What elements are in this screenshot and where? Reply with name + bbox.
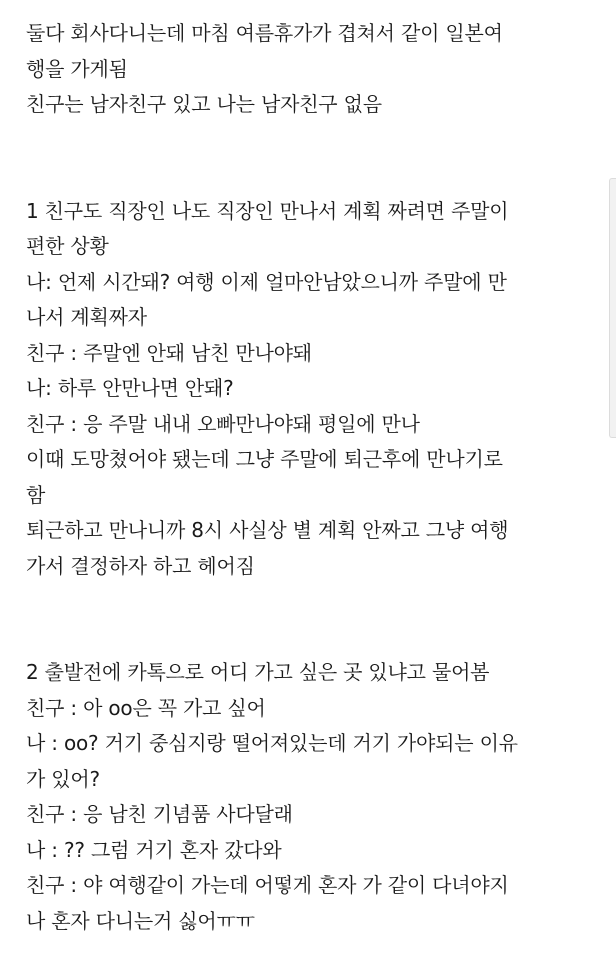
text-line: 친구는 남자친구 있고 나는 남자친구 없음 [26, 92, 382, 116]
text-line: 친구 : 응 남친 기념품 사다달래 [26, 802, 293, 826]
text-line: 친구 : 주말엔 안돼 남친 만나야돼 [26, 340, 312, 365]
text-line: 함 [26, 482, 46, 507]
text-line: 1 친구도 직장인 나도 직장인 만나서 계획 짜려면 주말이 [26, 198, 509, 223]
text-line: 나서 계획짜자 [26, 305, 147, 329]
text-line: 친구 : 응 주말 내내 오빠만나야돼 평일에 만나 [26, 411, 420, 436]
text-line: 나: 언제 시간돼? 여행 이제 얼마안남았으니까 주말에 만 [26, 269, 507, 294]
story-2-paragraph [26, 655, 586, 939]
text-line: 친구 : 아 oo은 꼭 가고 싶어 [26, 695, 266, 720]
story-1-paragraph [26, 194, 586, 585]
text-line: 퇴근하고 만나니까 8시 사실상 별 계획 안짜고 그냥 여행 [26, 518, 509, 542]
intro-paragraph [26, 16, 586, 123]
paragraph-gap [26, 584, 586, 655]
text-line: 나 : oo? 거기 중심지랑 떨어져있는데 거기 가야되는 이유 [26, 731, 518, 755]
text-line: 가서 결정하자 하고 헤어짐 [26, 553, 255, 578]
text-line: 나 혼자 다니는거 싫어ㅠㅠ [26, 908, 255, 933]
text-line: 나: 하루 안만나면 안돼? [26, 376, 234, 400]
text-line: 행을 가게됨 [26, 56, 128, 81]
text-line: 친구 : 야 여행같이 가는데 어떻게 혼자 가 같이 다녀야지 [26, 873, 509, 897]
text-line: 편한 상황 [26, 234, 109, 258]
text-line: 이때 도망쳤어야 됐는데 그냥 주말에 퇴근후에 만나기로 [26, 447, 503, 471]
scrollbar-handle[interactable] [609, 178, 616, 438]
post-body [26, 16, 586, 939]
text-line: 가 있어? [26, 766, 100, 791]
text-line: 2 출발전에 카톡으로 어디 가고 싶은 곳 있냐고 물어봄 [26, 660, 490, 684]
text-line: 나 : ?? 그럼 거기 혼자 갔다와 [26, 837, 282, 862]
paragraph-gap [26, 123, 586, 194]
text-line: 둘다 회사다니는데 마침 여름휴가가 겹쳐서 같이 일본여 [26, 21, 503, 45]
